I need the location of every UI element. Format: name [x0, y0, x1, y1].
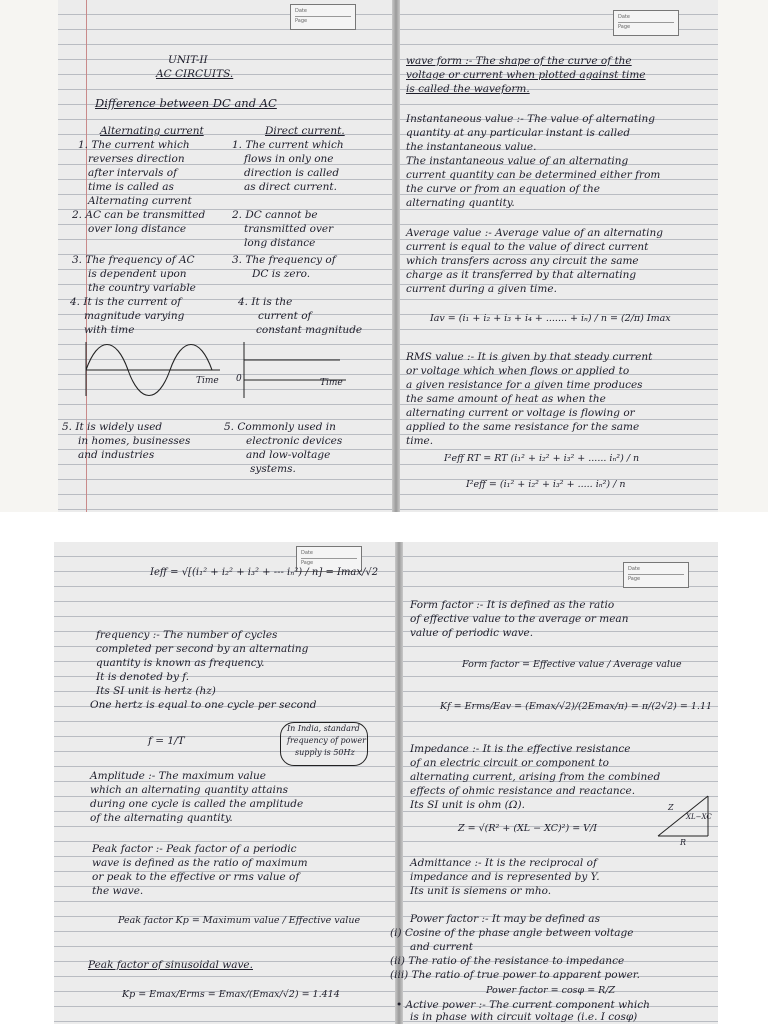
date-label: Date	[628, 566, 640, 572]
peak-factor-formula: Peak factor Kp = Maximum value / Effective value	[118, 915, 361, 926]
date-label: Date	[618, 14, 630, 20]
dc-graph-time-label: Time	[320, 378, 343, 388]
page-gutter	[392, 0, 400, 512]
page-gutter	[395, 542, 403, 1024]
triangle-label-r: R	[680, 838, 687, 847]
peak-factor-sinusoidal-heading: Peak factor of sinusoidal wave.	[88, 959, 253, 971]
section-heading: Difference between DC and AC	[95, 96, 277, 110]
form-factor-formula: Form factor = Effective value / Average value	[462, 659, 682, 670]
ac-waveform-graph	[80, 340, 230, 400]
date-label: Date	[295, 8, 307, 14]
kf-formula: Kf = Erms/Eav = (Emax/√2)/(2Emax/π) = π/(2√2) = 1.11	[440, 701, 713, 712]
page-label: Page	[295, 18, 308, 24]
rms-formula-2: I²eff = (i₁² + i₂² + i₃² + ..... iₙ²) / n	[466, 479, 626, 490]
dc-waveform-graph	[236, 340, 356, 400]
frequency-formula: f = 1/T	[148, 735, 185, 747]
page-label: Page	[301, 560, 314, 566]
power-factor-formula: Power factor = cosφ = R/Z	[486, 985, 616, 996]
page-label: Page	[628, 576, 641, 582]
chapter-title: AC CIRCUITS.	[156, 68, 234, 80]
rms-formula-1: I²eff RT = RT (i₁² + i₂² + i₃² + ...... iₙ²) / n	[444, 453, 640, 464]
unit-title: UNIT-II	[168, 54, 208, 66]
ieff-formula: Ieff = √[(i₁² + i₂² + i₃² + --- iₙ²) / n] = Imax/√2	[150, 567, 379, 578]
column-head-dc: Direct current.	[265, 125, 345, 137]
triangle-label-x: XL−XC	[686, 813, 712, 821]
scan-top: Date Page Date Page UNIT-II AC CIRCUITS. Difference between DC and AC Alternating current Direct current. 1. The current which reverses direction after intervals of time is called as Alternating current 1. The current which flows in only one direction is called as direct current. 2. AC can be transmitted over long distance 2. DC cannot be transmitted over long distance 3. The frequency of AC is dependent upon the country variable 3. The frequency of DC is zero. 4. It is the current of magnitude varying with time 4. It is the current of constant magnitude Time 0 Time 5. It is widely used in homes, businesses and industries 5. Commonly used in electronic devices and low-voltage systems. wave form :- The shape of the curve of the voltage or current when plotted against time is called the waveform. Instantaneous value :- The value of alternating quantity at any particular instant is called the instantaneous value. The instantaneous value of an alternating current quantity can be determined either from the curve or from an equation of the alternating quantity. Average value :- Average value of an alternating current is equal to the value of direct current which transfers across any circuit the same charge as it transferred by that alternating current during a given time. Iav = (i₁ + i₂ + i₃ + i₄ + ....... + iₙ) / n = (2/π) Imax RMS value :- It is given by that steady current or voltage which when flows or applied to a given resistance for a given time produces the same amount of heat as when the alternating current or voltage is flowing or applied to the same resistance for the same time. I²eff RT = RT (i₁² + i₂² + i₃² + ...... iₙ²) / n I²eff = (i₁² + i₂² + i₃² + ..... iₙ²) / n	[0, 0, 768, 512]
page-label: Page	[618, 24, 631, 30]
column-head-ac: Alternating current	[100, 125, 204, 137]
india-frequency-note: In India, standard frequency of power supply is 50Hz	[280, 722, 368, 766]
date-page-box	[623, 562, 689, 588]
date-label: Date	[301, 550, 313, 556]
average-formula: Iav = (i₁ + i₂ + i₃ + i₄ + ....... + iₙ) / n = (2/π) Imax	[430, 313, 671, 324]
impedance-formula: Z = √(R² + (XL − XC)²) = V/I	[458, 823, 597, 834]
kp-formula: Kp = Emax/Erms = Emax/(Emax/√2) = 1.414	[122, 989, 340, 1000]
date-page-box	[613, 10, 679, 36]
date-page-box	[290, 4, 356, 30]
ac-graph-time-label: Time	[196, 376, 219, 386]
dc-graph-zero-label: 0	[236, 374, 242, 384]
triangle-label-z: Z	[668, 803, 674, 812]
scan-bottom: Date Page Date Page Ieff = √[(i₁² + i₂² + i₃² + --- iₙ²) / n] = Imax/√2 frequency :- The number of cycles completed per second by an alternating quantity is known as frequency. It is denoted by f. Its SI unit is hertz (hz) One hertz is equal to one cycle per second f = 1/T In India, standard frequency of power supply is 50Hz Amplitude :- The maximum value which an alternating quantity attains during one cycle is called the amplitude of the alternating quantity. Peak factor :- Peak factor of a periodic wave is defined as the ratio of maximum or peak to the effective or rms value of the wave. Peak factor Kp = Maximum value / Effective value Peak factor of sinusoidal wave. Kp = Emax/Erms = Emax/(Emax/√2) = 1.414 Form factor :- It is defined as the ratio of effective value to the average or mean value of periodic wave. Form factor = Effective value / Average value Kf = Erms/Eav = (Emax/√2)/(2Emax/π) = π/(2√2) = 1.11 Impedance :- It is the effective resistance of an electric circuit or component to alternating current, arising from the combined effects of ohmic resistance and reactance. Its SI unit is ohm (Ω). Z XL−XC R Z = √(R² + (XL − XC)²) = V/I Admittance :- It is the reciprocal of impedance and is represented by Y. Its unit is siemens or mho. Power factor :- It may be defined as (i) Cosine of the phase angle between voltage and current (ii) The ratio of the resistance to impedance (iii) The ratio of true power to apparent power. Power factor = cosφ = R/Z • Active power :- The current component which is in phase with circuit voltage (i.e. I cosφ)	[0, 512, 768, 1024]
